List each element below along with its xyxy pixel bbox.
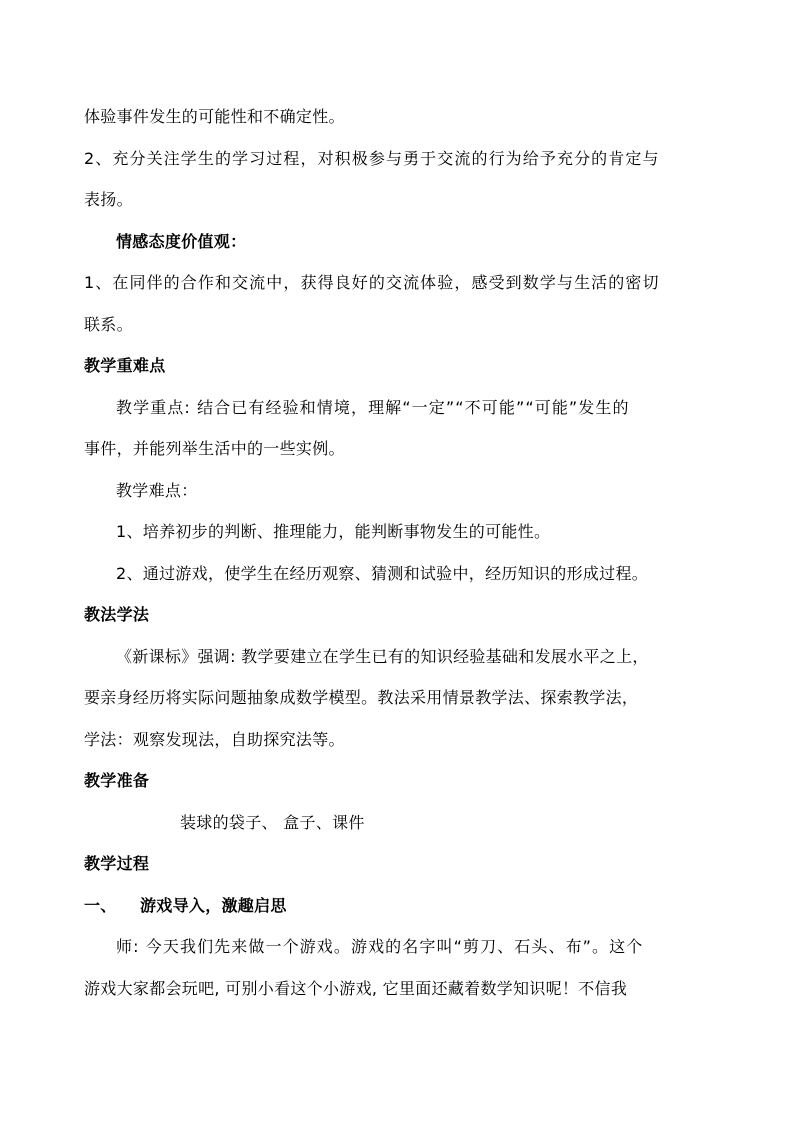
paragraph-line: 1、在同伴的合作和交流中，获得良好的交流体验，感受到数学与生活的密切 [84, 273, 660, 292]
section-subheading: 情感态度价值观： [116, 232, 247, 251]
paragraph-line: 游戏大家都会玩吧, 可别小看这个小游戏, 它里面还藏着数学知识呢！不信我 [84, 979, 628, 998]
paragraph-line: 要亲身经历将实际问题抽象成数学模型。教法采用情景教学法、探索教学法， [84, 688, 639, 707]
paragraph-line: 联系。 [84, 315, 133, 334]
paragraph-line: 体验事件发生的可能性和不确定性。 [84, 107, 345, 126]
section-heading: 教学准备 [84, 771, 150, 790]
paragraph-line: 1、培养初步的判断、推理能力，能判断事物发生的可能性。 [116, 522, 551, 541]
section-subheading: 游戏导入，激趣启思 [140, 896, 287, 915]
paragraph-line: 2、通过游戏，使学生在经历观察、猜测和试验中，经历知识的形成过程。 [116, 564, 649, 583]
section-heading: 教学过程 [84, 854, 150, 873]
paragraph-line: 师: 今天我们先来做一个游戏。游戏的名字叫“剪刀、石头、布”。这个 [116, 937, 644, 956]
paragraph-line: 教学难点： [116, 481, 198, 500]
paragraph-line: 表扬。 [84, 190, 133, 209]
paragraph-line: 事件，并能列举生活中的一些实例。 [84, 439, 345, 458]
section-heading: 教学重难点 [84, 356, 166, 375]
paragraph-line: 装球的袋子、 盒子、课件 [180, 813, 365, 832]
paragraph-line: 教学重点: 结合已有经验和情境，理解“一定”“不可能”“可能”发生的 [116, 398, 630, 417]
paragraph-line: 《新课标》强调: 教学要建立在学生已有的知识经验基础和发展水平之上， [116, 647, 649, 666]
section-heading: 教法学法 [84, 605, 150, 624]
paragraph-line: 学法：观察发现法，自助探究法等。 [84, 730, 345, 749]
list-number: 一、 [84, 896, 117, 915]
paragraph-line: 2、充分关注学生的学习过程，对积极参与勇于交流的行为给予充分的肯定与 [84, 149, 660, 168]
